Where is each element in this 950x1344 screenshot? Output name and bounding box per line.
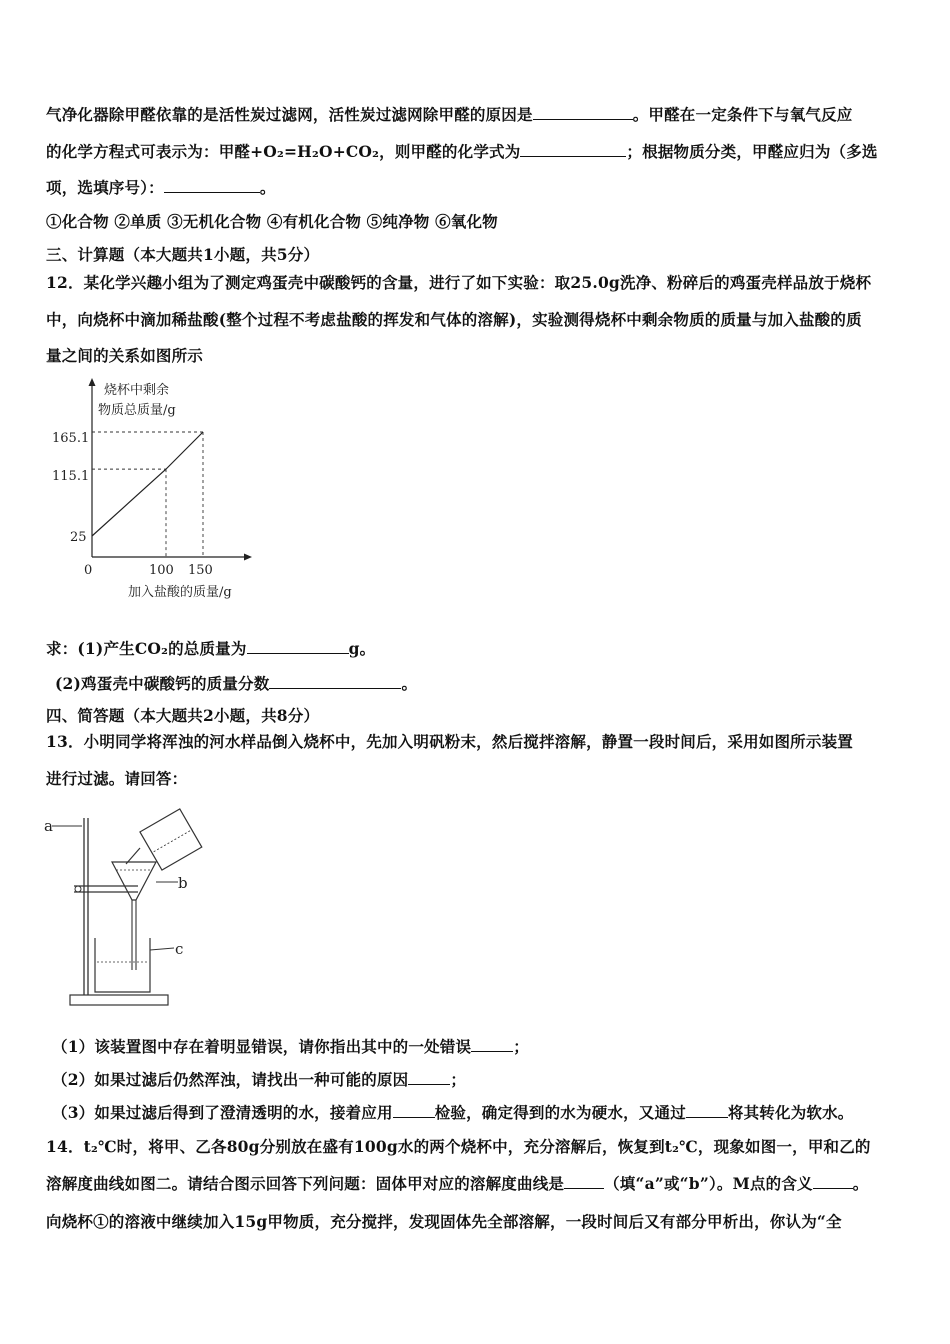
question-14-line: 14．t₂℃时，将甲、乙各80g分别放在盛有100g水的两个烧杯中，充分溶解后，恢复到t₂℃，现象如图一，甲和乙的 [46,1137,871,1156]
text-fragment: （2）如果过滤后仍然浑浊，请找出一种可能的原因 [52,1070,409,1089]
text-fragment: g。 [348,639,376,658]
filtration-apparatus [40,800,240,1015]
text-fragment: 气净化器除甲醛依靠的是活性炭过滤网，活性炭过滤网除甲醛的原因是 [46,105,533,124]
guide-lines [92,432,203,557]
text-fragment: （填“a”或“b”）。M点的含义 [604,1174,813,1193]
pouring-beaker [140,809,202,870]
answer-blank[interactable] [164,178,260,193]
x-tick-label: 0 [84,563,93,578]
answer-blank[interactable] [564,1174,604,1189]
text-fragment: 溶解度曲线如图二。请结合图示回答下列问题：固体甲对应的溶解度曲线是 [46,1174,565,1193]
answer-blank[interactable] [813,1174,853,1189]
text-fragment: ；根据物质分类，甲醛应归为（多选 [626,142,878,161]
text-line [52,1101,854,1123]
section-heading: 三、计算题（本大题共1小题，共5分） [46,245,320,264]
text-fragment: ； [450,1070,467,1089]
text-line [55,672,417,694]
answer-blank[interactable] [686,1103,728,1118]
text-fragment: 。 [852,1174,869,1193]
section-heading: 四、简答题（本大题共2小题，共8分） [46,706,320,725]
text-fragment: 将其转化为软水。 [727,1103,854,1122]
answer-blank[interactable] [520,142,626,157]
text-fragment: 。甲醛在一定条件下与氧气反应 [632,105,853,124]
mass-chart [40,372,280,612]
question-12-line: 12．某化学兴趣小组为了测定鸡蛋壳中碳酸钙的含量，进行了如下实验：取25.0g洗净、粉碎后的鸡蛋壳样品放于烧杯 [46,273,872,292]
x-axis-arrow [244,554,252,561]
question-13-line: 进行过滤。请回答： [46,769,188,788]
text-fragment: （3）如果过滤后得到了澄清透明的水，接着应用 [52,1103,393,1122]
text-fragment: 。 [259,178,276,197]
text-fragment: ； [513,1037,529,1056]
text-fragment: 。 [401,674,418,693]
text-line [46,637,375,659]
text-line [52,1068,466,1090]
text-fragment: 项，选填序号）： [46,178,164,197]
answer-blank[interactable] [471,1037,513,1052]
x-tick-label: 150 [188,563,213,578]
x-axis-label: 加入盐酸的质量/g [128,585,232,600]
y-axis-label: 烧杯中剩余 [104,383,170,398]
y-tick-label: 25 [70,530,87,545]
answer-blank[interactable] [269,674,401,689]
answer-blank[interactable] [393,1103,435,1118]
label-b: b [178,874,188,892]
y-tick-label: 115.1 [52,469,90,484]
x-tick-label: 100 [149,563,174,578]
y-axis-arrow [89,378,96,386]
pouring-beaker-liquid [154,831,190,852]
text-fragment: （1）该装置图中存在着明显错误，请你指出其中的一处错误 [52,1037,472,1056]
text-line [46,176,276,198]
text-line [52,1035,529,1057]
options-line: ①化合物 ②单质 ③无机化合物 ④有机化合物 ⑤纯净物 ⑥氧化物 [46,212,498,231]
label-c-leader [150,948,174,950]
series-line [92,432,203,536]
label-a: a [44,817,53,835]
answer-blank[interactable] [408,1070,450,1085]
y-tick-label: 165.1 [52,431,90,446]
y-axis-label: 物质总质量/g [98,403,176,418]
answer-blank[interactable] [533,105,633,120]
question-13-line: 13．小明同学将浑浊的河水样品倒入烧杯中，先加入明矾粉末，然后搅拌溶解，静置一段时间后，采用如图所示装置 [46,732,853,751]
text-fragment: 检验，确定得到的水为硬水，又通过 [434,1103,686,1122]
answer-blank[interactable] [247,639,349,654]
text-fragment: 的化学方程式可表示为：甲醛+O₂=H₂O+CO₂，则甲醛的化学式为 [46,142,521,161]
text-line [46,103,853,125]
receiving-beaker [95,938,150,992]
question-12-line: 中，向烧杯中滴加稀盐酸(整个过程不考虑盐酸的挥发和气体的溶解)，实验测得烧杯中剩余物质的质量与加入盐酸的质 [46,310,862,329]
question-12-line: 量之间的关系如图所示 [46,346,204,365]
label-c: c [175,940,184,958]
text-line [46,140,878,162]
clamp-screw [75,886,81,892]
question-14-line: 向烧杯①的溶液中继续加入15g甲物质，充分搅拌，发现固体先全部溶解，一段时间后又有部分甲析出，你认为“全 [46,1212,842,1231]
text-fragment: (2)鸡蛋壳中碳酸钙的质量分数 [55,674,270,693]
funnel [112,862,156,900]
stand-base [70,995,168,1005]
pouring-beaker-body [140,809,202,870]
text-fragment: 求：(1)产生CO₂的总质量为 [46,639,247,658]
text-line [46,1172,868,1194]
